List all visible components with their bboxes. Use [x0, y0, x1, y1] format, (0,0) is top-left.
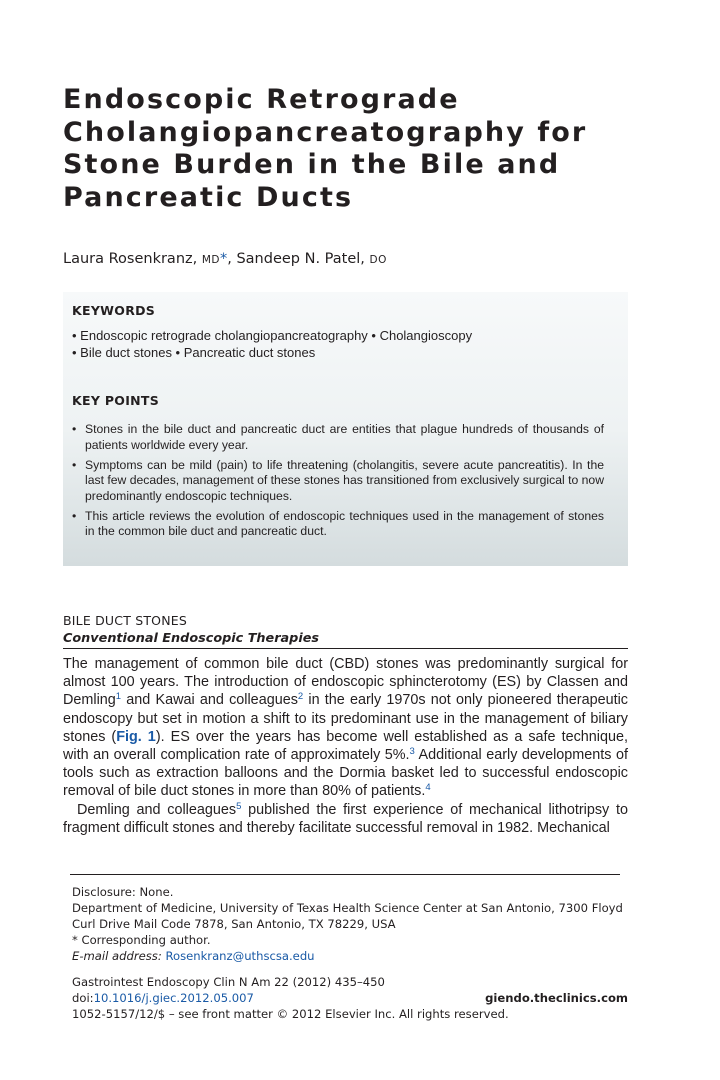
- doi-label: doi:: [72, 990, 94, 1005]
- section-heading: BILE DUCT STONES: [63, 613, 188, 628]
- body-paragraph: The management of common bile duct (CBD) stones was predominantly surgical for almost 100 years. The introduction of endoscopic sphincterotomy (ES) by Classen and Demling$^1$ and Kawai and colleagues$^2$ in the early 1970s not only pioneered therapeutic endoscopy but set in motion a shift to its predominant use in the management of biliary stones (Fig. 1). ES over the years has become well established as a safe technique, with an overall complication rate of approximately 5%.$^3$ Additional early developments of tools such as extraction balloons and the Dormia basket led to successful endoscopic removal of bile duct stones in more than 80% of patients.$^4$: [63, 656, 628, 800]
- body-text: [63, 655, 628, 837]
- author-name: Laura Rosenkranz,: [63, 251, 198, 267]
- author-separator: ,: [227, 251, 232, 267]
- reference-link[interactable]: 2: [297, 691, 304, 703]
- doi-link[interactable]: 10.1016/j.giec.2012.05.007: [93, 990, 254, 1005]
- reference-link[interactable]: 4: [425, 782, 431, 794]
- key-points-heading: KEY POINTS: [72, 393, 160, 408]
- reference-link[interactable]: 5: [236, 800, 242, 812]
- body-paragraph: Demling and colleagues$^5$ published the first experience of mechanical lithotripsy to fragment difficult stones and thereby facilitate successful removal in 1982. Mechanical: [63, 800, 628, 836]
- affiliation-note: Department of Medicine, University of Texas Health Science Center at San Antonio, 7300 Floyd Curl Drive Mail Code 7878, San Antonio, TX 78229, USA: [72, 900, 623, 931]
- email-label: E-mail address:: [72, 948, 162, 963]
- corresponding-author-mark[interactable]: *: [220, 251, 228, 267]
- author-line: [63, 251, 387, 267]
- key-point-item: • This article reviews the evolution of endoscopic techniques used in the management of stones in the common bile duct and pancreatic duct.: [72, 509, 604, 540]
- article-title: Endoscopic Retrograde Cholangiopancreatography for Stone Burden in the Bile and Pancreatic Ducts: [63, 84, 588, 213]
- reference-link[interactable]: 3: [409, 746, 415, 758]
- email-note: [72, 949, 632, 965]
- keywords-line: • Bile duct stones • Pancreatic duct stones: [72, 345, 316, 360]
- disclosure-note: Disclosure: None.: [72, 885, 174, 899]
- key-point-item: • Symptoms can be mild (pain) to life threatening (cholangitis, severe acute pancreatitis). In the last few decades, management of these stones has transitioned from exclusively surgical to now predominantly endoscopic techniques.: [72, 458, 604, 505]
- email-link[interactable]: Rosenkranz@uthscsa.edu: [165, 948, 315, 963]
- figure-link[interactable]: Fig. 1: [116, 728, 156, 745]
- copyright-notice: 1052-5157/12/$ – see front matter © 2012 Elsevier Inc. All rights reserved.: [72, 1006, 509, 1021]
- corresponding-author-note: * Corresponding author.: [72, 932, 211, 947]
- footnotes: [72, 885, 632, 965]
- keywords-line: • Endoscopic retrograde cholangiopancreatography • Cholangioscopy: [72, 328, 473, 343]
- journal-citation: Gastrointest Endoscopy Clin N Am 22 (2012) 435–450: [72, 975, 385, 989]
- journal-site-url[interactable]: giendo.theclinics.com: [485, 991, 628, 1005]
- keywords-heading: KEYWORDS: [72, 303, 156, 318]
- key-points-list: [72, 422, 604, 544]
- keywords-keypoints-box: [63, 292, 628, 566]
- key-point-item: • Stones in the bile duct and pancreatic duct are entities that plague hundreds of thousands of patients worldwide every year.: [72, 422, 604, 453]
- author-name: Sandeep N. Patel,: [236, 251, 365, 267]
- subsection-heading: Conventional Endoscopic Therapies: [63, 631, 628, 649]
- footnote-divider: [70, 874, 620, 875]
- author-degree: DO: [369, 254, 387, 266]
- reference-link[interactable]: 1: [115, 691, 122, 703]
- author-degree: MD: [201, 254, 220, 266]
